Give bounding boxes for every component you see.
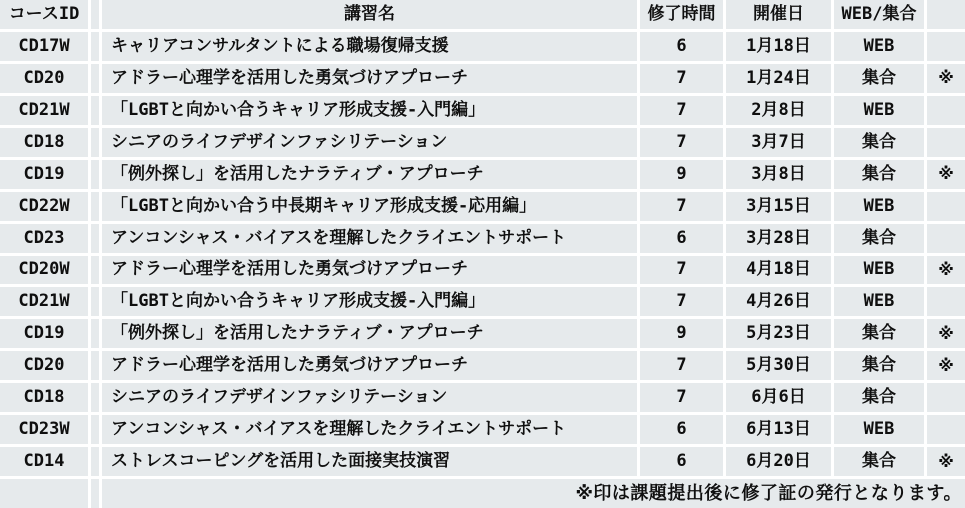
cell-id: CD21W [0, 96, 88, 125]
column-header-note [927, 0, 965, 29]
cell-id: CD20 [0, 351, 88, 380]
cell-date: 6月13日 [726, 415, 831, 444]
cell-note: ※ [927, 64, 965, 93]
cell-date: 1月18日 [726, 32, 831, 61]
cell-id: CD19 [0, 160, 88, 189]
cell-name: 「例外探し」を活用したナラティブ・アプローチ [102, 160, 637, 189]
cell-id: CD22W [0, 192, 88, 221]
cell-id: CD23W [0, 415, 88, 444]
cell-name: 「LGBTと向かい合う中長期キャリア形成支援-応用編」 [102, 192, 637, 221]
cell-hours: 6 [640, 415, 723, 444]
spacer-cell [91, 383, 99, 412]
cell-date: 3月28日 [726, 224, 831, 253]
cell-date: 4月26日 [726, 287, 831, 316]
cell-mode: WEB [834, 415, 924, 444]
cell-note [927, 192, 965, 221]
cell-hours: 7 [640, 128, 723, 157]
footer-id-cell [0, 479, 88, 508]
cell-hours: 7 [640, 64, 723, 93]
cell-id: CD18 [0, 128, 88, 157]
spacer-cell [91, 64, 99, 93]
cell-id: CD17W [0, 32, 88, 61]
cell-date: 3月15日 [726, 192, 831, 221]
cell-date: 4月18日 [726, 256, 831, 285]
cell-hours: 7 [640, 256, 723, 285]
cell-note [927, 287, 965, 316]
cell-note [927, 32, 965, 61]
cell-hours: 7 [640, 192, 723, 221]
cell-date: 3月8日 [726, 160, 831, 189]
cell-name: アンコンシャス・バイアスを理解したクライエントサポート [102, 415, 637, 444]
cell-mode: WEB [834, 192, 924, 221]
spacer-cell [91, 160, 99, 189]
cell-name: アンコンシャス・バイアスを理解したクライエントサポート [102, 224, 637, 253]
cell-hours: 6 [640, 32, 723, 61]
column-header-spacer [91, 0, 99, 29]
spacer-cell [91, 224, 99, 253]
cell-name: 「LGBTと向かい合うキャリア形成支援-入門編」 [102, 96, 637, 125]
cell-id: CD20 [0, 64, 88, 93]
cell-name: 「例外探し」を活用したナラティブ・アプローチ [102, 319, 637, 348]
spacer-cell [91, 479, 99, 508]
cell-hours: 7 [640, 351, 723, 380]
cell-note [927, 383, 965, 412]
cell-date: 3月7日 [726, 128, 831, 157]
spacer-cell [91, 128, 99, 157]
cell-id: CD18 [0, 383, 88, 412]
cell-date: 1月24日 [726, 64, 831, 93]
cell-id: CD19 [0, 319, 88, 348]
footer-note: ※印は課題提出後に修了証の発行となります。 [102, 479, 965, 508]
spacer-cell [91, 192, 99, 221]
column-header-name: 講習名 [102, 0, 637, 29]
cell-mode: 集合 [834, 351, 924, 380]
cell-id: CD14 [0, 447, 88, 476]
cell-date: 6月20日 [726, 447, 831, 476]
spacer-cell [91, 447, 99, 476]
spacer-cell [91, 415, 99, 444]
cell-note [927, 128, 965, 157]
cell-mode: 集合 [834, 160, 924, 189]
spacer-cell [91, 96, 99, 125]
column-header-hours: 修了時間 [640, 0, 723, 29]
cell-date: 5月23日 [726, 319, 831, 348]
cell-mode: 集合 [834, 383, 924, 412]
spacer-cell [91, 319, 99, 348]
cell-name: シニアのライフデザインファシリテーション [102, 128, 637, 157]
column-header-date: 開催日 [726, 0, 831, 29]
cell-note: ※ [927, 256, 965, 285]
cell-note [927, 415, 965, 444]
column-header-id: コースID [0, 0, 88, 29]
cell-mode: 集合 [834, 224, 924, 253]
cell-hours: 7 [640, 96, 723, 125]
cell-note [927, 96, 965, 125]
cell-name: アドラー心理学を活用した勇気づけアプローチ [102, 64, 637, 93]
cell-name: キャリアコンサルタントによる職場復帰支援 [102, 32, 637, 61]
cell-mode: 集合 [834, 319, 924, 348]
cell-hours: 9 [640, 319, 723, 348]
cell-name: シニアのライフデザインファシリテーション [102, 383, 637, 412]
cell-name: アドラー心理学を活用した勇気づけアプローチ [102, 351, 637, 380]
cell-date: 5月30日 [726, 351, 831, 380]
cell-name: アドラー心理学を活用した勇気づけアプローチ [102, 256, 637, 285]
cell-mode: WEB [834, 256, 924, 285]
column-header-mode: WEB/集合 [834, 0, 924, 29]
cell-note: ※ [927, 160, 965, 189]
cell-id: CD20W [0, 256, 88, 285]
cell-name: ストレスコーピングを活用した面接実技演習 [102, 447, 637, 476]
cell-mode: 集合 [834, 447, 924, 476]
spacer-cell [91, 256, 99, 285]
cell-mode: WEB [834, 32, 924, 61]
cell-note [927, 224, 965, 253]
cell-hours: 6 [640, 224, 723, 253]
cell-hours: 7 [640, 287, 723, 316]
cell-id: CD21W [0, 287, 88, 316]
cell-hours: 7 [640, 383, 723, 412]
cell-name: 「LGBTと向かい合うキャリア形成支援-入門編」 [102, 287, 637, 316]
cell-mode: WEB [834, 287, 924, 316]
cell-hours: 9 [640, 160, 723, 189]
cell-note: ※ [927, 351, 965, 380]
spacer-cell [91, 351, 99, 380]
cell-date: 6月6日 [726, 383, 831, 412]
cell-mode: 集合 [834, 64, 924, 93]
spacer-cell [91, 32, 99, 61]
cell-mode: 集合 [834, 128, 924, 157]
spacer-cell [91, 287, 99, 316]
cell-date: 2月8日 [726, 96, 831, 125]
cell-note: ※ [927, 447, 965, 476]
cell-id: CD23 [0, 224, 88, 253]
cell-hours: 6 [640, 447, 723, 476]
cell-note: ※ [927, 319, 965, 348]
cell-mode: WEB [834, 96, 924, 125]
